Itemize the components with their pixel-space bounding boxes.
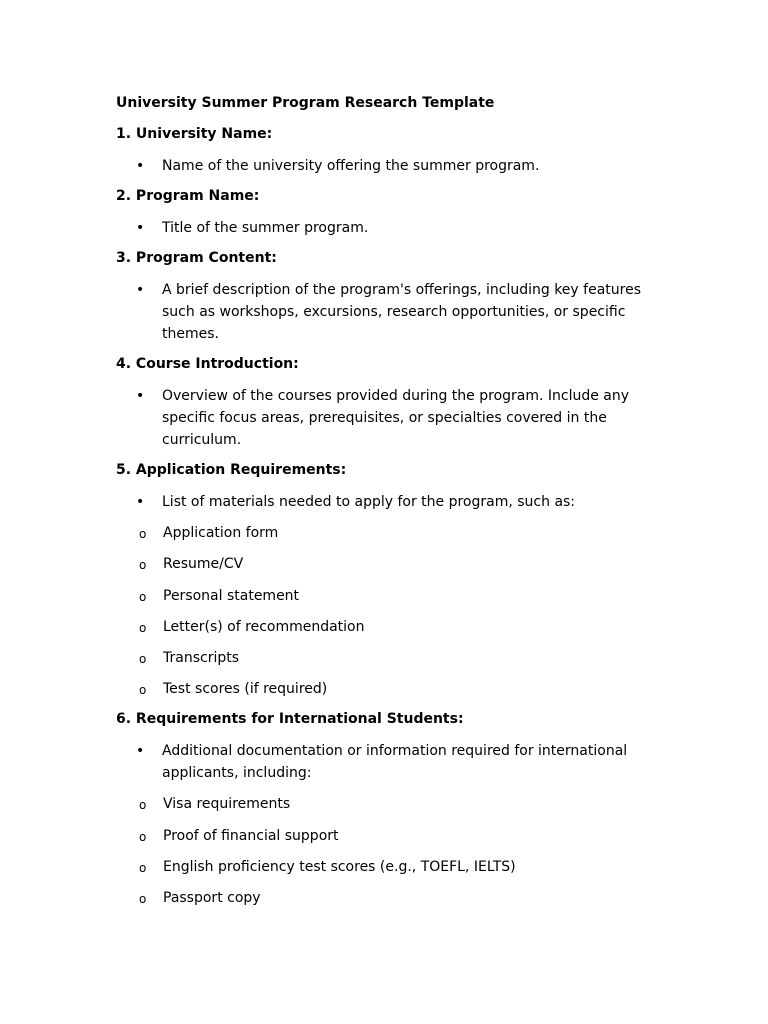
document-page: [116, 93, 656, 918]
sub-list-item-text: Resume/CV: [163, 556, 244, 573]
bullet-icon: •: [136, 388, 145, 404]
document-title: University Summer Program Research Template: [116, 95, 495, 111]
section-heading-international-students: 6. Requirements for International Students:: [116, 711, 464, 728]
list-item: [116, 740, 656, 909]
list-item: [116, 155, 656, 177]
sub-list-item: [116, 522, 656, 544]
circle-bullet-icon: o: [139, 829, 147, 844]
sub-list-item: [116, 825, 656, 847]
circle-bullet-icon: o: [139, 652, 147, 667]
list-item-text: Name of the university offering the summer program.: [162, 158, 540, 174]
sub-list-item: [116, 678, 656, 700]
bullet-list: [116, 491, 656, 700]
sub-list-item: [116, 793, 656, 815]
bullet-list: [116, 217, 656, 239]
sub-list-item-text: Visa requirements: [163, 796, 291, 813]
circle-bullet-icon: o: [139, 527, 147, 541]
list-item: [116, 217, 656, 239]
circle-bullet-icon: o: [139, 589, 147, 604]
section-heading-application-requirements: 5. Application Requirements:: [116, 462, 347, 478]
circle-bullet-icon: o: [139, 892, 147, 907]
bullet-icon: •: [136, 282, 145, 298]
list-item-text: List of materials needed to apply for the program, such as:: [162, 494, 576, 510]
list-item-text: Additional documentation or information required for international applicants, including:: [162, 743, 628, 782]
bullet-icon: •: [136, 220, 145, 236]
list-item: [116, 491, 656, 700]
bullet-icon: •: [136, 743, 145, 760]
bullet-icon: •: [136, 158, 145, 174]
bullet-list: [116, 385, 656, 451]
sub-list-item-text: Passport copy: [163, 890, 261, 907]
sub-list-item-text: Application form: [163, 525, 279, 541]
sub-list-item-text: Transcripts: [163, 650, 240, 667]
sub-list-item: [116, 553, 656, 575]
bullet-icon: •: [136, 494, 145, 510]
bullet-list: [116, 155, 656, 177]
sub-list-item: [116, 616, 656, 638]
sub-list-item: [116, 647, 656, 669]
list-item-text: Overview of the courses provided during the program. Include any specific focus areas, prerequisites, or specialties covered in the curriculum.: [162, 388, 630, 448]
sub-list-item: [116, 585, 656, 607]
sub-list: [116, 793, 656, 909]
sub-list-item-text: Test scores (if required): [163, 681, 328, 698]
circle-bullet-icon: o: [139, 861, 147, 876]
section-heading-course-introduction: 4. Course Introduction:: [116, 356, 299, 372]
sub-list-item: [116, 887, 656, 909]
sub-list-item-text: Proof of financial support: [163, 827, 339, 844]
sub-list-item-text: Personal statement: [163, 587, 300, 604]
sub-list-item: [116, 856, 656, 878]
sub-list: [116, 522, 656, 700]
list-item: [116, 279, 656, 345]
list-item-text: A brief description of the program's offerings, including key features such as workshops, excursions, research opportunities, or specific themes.: [162, 282, 641, 342]
sub-list-item-text: English proficiency test scores (e.g., TOEFL, IELTS): [163, 859, 516, 876]
sub-list-item-text: Letter(s) of recommendation: [163, 618, 365, 635]
circle-bullet-icon: o: [139, 620, 147, 635]
bullet-list: [116, 279, 656, 345]
list-item-text: Title of the summer program.: [162, 220, 369, 236]
bullet-list: [116, 740, 656, 909]
circle-bullet-icon: o: [139, 798, 147, 813]
section-heading-program-name: 2. Program Name:: [116, 188, 260, 204]
list-item: [116, 385, 656, 451]
section-heading-university-name: 1. University Name:: [116, 126, 273, 142]
circle-bullet-icon: o: [139, 683, 147, 698]
circle-bullet-icon: o: [139, 558, 147, 573]
section-heading-program-content: 3. Program Content:: [116, 250, 277, 266]
